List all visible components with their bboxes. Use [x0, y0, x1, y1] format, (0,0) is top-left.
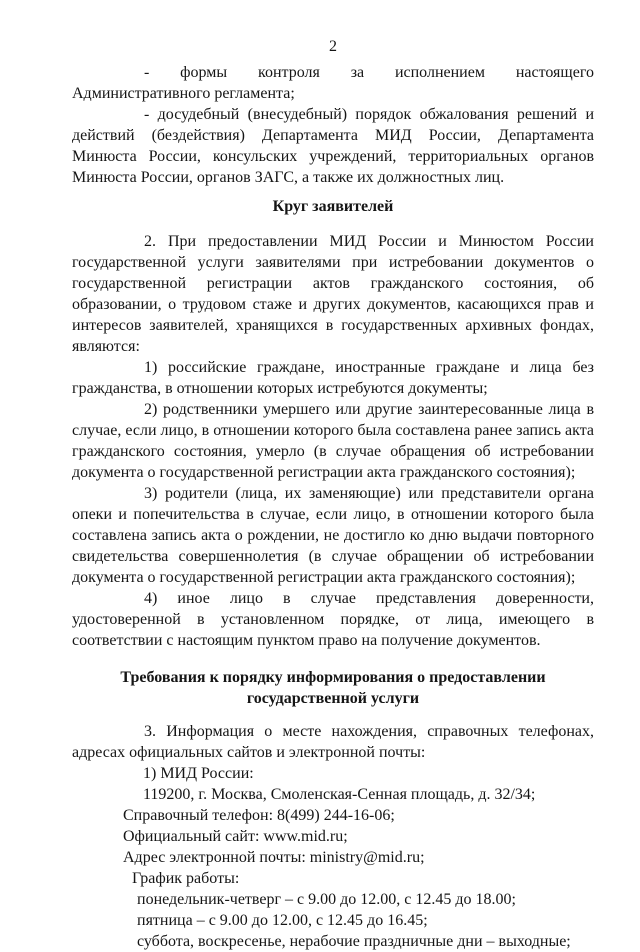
paragraph-control-forms: - формы контроля за исполнением настоящего Административного регламента; — [72, 64, 594, 102]
mid-russia-phone: Справочный телефон: 8(499) 244-16-06; — [123, 807, 395, 824]
page-number: 2 — [329, 38, 337, 55]
mid-russia-email: Адрес электронной почты: ministry@mid.ru; — [123, 849, 425, 866]
paragraph-applicants-item-1: 1) российские граждане, иностранные граждане и лица без гражданства, в отношении которых истребуются документы; — [72, 359, 594, 397]
mid-russia-address: 119200, г. Москва, Смоленская-Сенная площадь, д. 32/34; — [143, 786, 536, 803]
paragraph-clause-3: 3. Информация о месте нахождения, справочных телефонах, адресах официальных сайтов и электронной почты: — [72, 723, 594, 761]
mid-russia-schedule-friday: пятница – с 9.00 до 12.00, с 12.45 до 16.45; — [137, 912, 428, 929]
paragraph-applicants-item-2: 2) родственники умершего или другие заинтересованные лица в случае, если лицо, в отношении которого была составлена ранее запись акта гражданского состояния, умерло (в случае обращения об истребовании документа о государственной регистрации акта гражданского состояния); — [72, 401, 594, 481]
section-heading-information-line2: государственной услуги — [246, 690, 420, 707]
paragraph-clause-2: 2. При предоставлении МИД России и Минюстом России государственной услуги заявителями при истребовании документов о государственной регистрации актов гражданского состояния, об образовании, о трудовом стаже и других документов, касающихся прав и интересов заявителей, хранящихся в государственных архивных фондах, являются: — [72, 233, 594, 355]
section-heading-information — [72, 667, 594, 709]
mid-russia-schedule-weekend: суббота, воскресенье, нерабочие праздничные дни – выходные; — [137, 933, 571, 950]
mid-russia-schedule-label: График работы: — [132, 870, 240, 887]
paragraph-applicants-item-3: 3) родители (лица, их заменяющие) или представители органа опеки и попечительства в случае, если лицо, в отношении которого была составлена запись акта о рождении, не достигло ко дню выдачи повторного свидетельства совершеннолетия (в случае обращении об истребовании документа о государственной регистрации акта гражданского состояния); — [72, 485, 594, 586]
mid-russia-website: Официальный сайт: www.mid.ru; — [123, 828, 348, 845]
mid-russia-schedule-monday-thursday: понедельник-четверг – с 9.00 до 12.00, с 12.45 до 18.00; — [137, 891, 516, 908]
page-content — [72, 36, 594, 952]
paragraph-appeal-procedure: - досудебный (внесудебный) порядок обжалования решений и действий (бездействия) Департамента МИД России, Департамента Минюста России, консульских учреждений, территориальных органов Минюста России, органов ЗАГС, а также их должностных лиц. — [72, 106, 594, 186]
section-heading-applicants: Круг заявителей — [272, 198, 394, 215]
section-heading-information-line1: Требования к порядку информирования о предоставлении — [120, 669, 546, 686]
paragraph-applicants-item-4: 4) иное лицо в случае представления доверенности, удостоверенной в установленном порядке, от лица, имеющего в соответствии с настоящим пунктом право на получение документов. — [72, 590, 594, 649]
mid-russia-title: 1) МИД России: — [143, 765, 254, 782]
